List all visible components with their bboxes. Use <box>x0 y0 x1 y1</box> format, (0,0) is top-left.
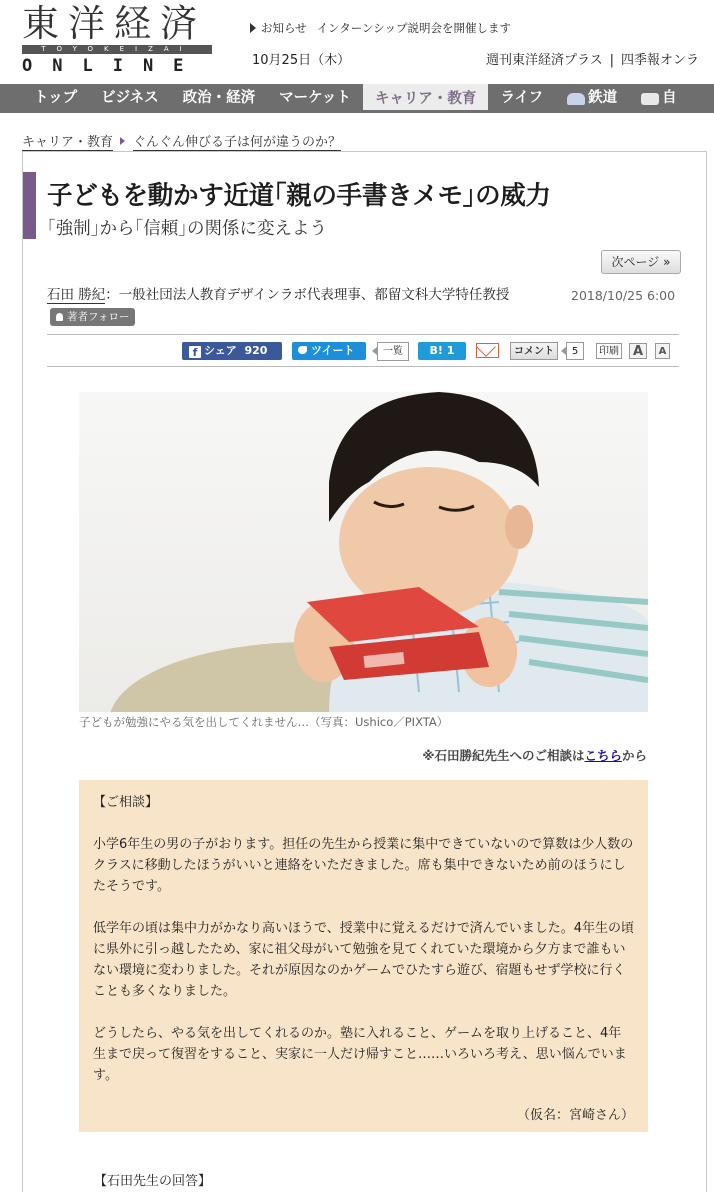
triangle-right-icon <box>250 23 256 33</box>
nav-item-life[interactable]: ライフ <box>500 90 544 106</box>
hatena-count: 1 <box>446 344 455 357</box>
breadcrumb-item-series[interactable]: ぐんぐん伸びる子は何が違うのか？ <box>133 135 342 150</box>
shikiho-link[interactable]: 四季報オンラ <box>621 53 700 68</box>
consultation-box <box>79 780 648 1132</box>
tweet-button[interactable] <box>292 342 366 360</box>
publish-date: 2018/10/25 6:00 <box>571 288 676 303</box>
article-title: 子どもを動かす近道｢親の手書きメモ｣の威力 <box>47 181 551 211</box>
logo-subtitle: TOYOKEIZAI <box>22 45 212 54</box>
nav-item-market[interactable]: マーケット <box>279 90 351 106</box>
answer-heading: 【石田先生の回答】 <box>94 1174 212 1189</box>
consultation-notice <box>422 746 647 764</box>
divider <box>47 366 679 367</box>
print-button[interactable]: 印刷 <box>596 343 622 359</box>
font-size-large-button[interactable]: A <box>629 343 647 359</box>
tweet-label: ツイート <box>311 344 355 357</box>
facebook-share-count: 920 <box>244 344 268 357</box>
author-follow-button[interactable] <box>50 308 135 326</box>
nav-item-career-education[interactable]: キャリア・教育 <box>363 84 489 110</box>
author-role: ：一般社団法人教育デザインラボ代表理事、都留文科大学特任教授 <box>105 287 510 303</box>
divider <box>47 334 679 335</box>
link-separator: | <box>609 53 615 68</box>
car-icon <box>641 93 659 105</box>
nav-auto-label: 自 <box>662 90 677 106</box>
author-line <box>47 284 552 328</box>
consultation-signature: （仮名：宮崎さん） <box>516 1108 634 1123</box>
author-name[interactable]: 石田 勝紀 <box>47 287 106 303</box>
main-nav <box>0 84 714 113</box>
mail-icon[interactable] <box>476 343 499 358</box>
facebook-share-label: シェア <box>204 344 237 357</box>
facebook-icon: f <box>189 346 201 358</box>
twitter-bird-icon <box>298 346 307 354</box>
header-date: 10月25日（木） <box>252 53 351 68</box>
train-icon <box>567 93 585 105</box>
consultation-paragraph: どうしたら、やる気を出してくれるのか。塾に入れること、ゲームを取り上げること、4年生まで戻って復習をすること、実家に一人だけ帰すこと……いろいろ考え、思い悩んでいます。 <box>93 1026 627 1083</box>
consultation-prefix: ※石田勝紀先生へのご相談は <box>422 748 585 763</box>
site-logo[interactable] <box>22 4 212 76</box>
hatena-bookmark-button[interactable] <box>418 342 466 360</box>
person-icon <box>56 313 63 321</box>
consultation-suffix: から <box>621 748 647 763</box>
logo-english: ONLINE <box>22 56 204 76</box>
follow-label: 著者フォロー <box>67 311 130 323</box>
notice-label: お知らせ <box>261 21 307 35</box>
nav-item-top[interactable]: トップ <box>34 90 78 106</box>
breadcrumb-arrow-icon <box>120 137 125 145</box>
article-subtitle: ｢強制｣から｢信頼｣の関係に変えよう <box>47 219 327 239</box>
boy-playing-handheld-game-image <box>79 392 648 712</box>
hatena-label: B! <box>429 344 443 357</box>
consultation-paragraph: 小学6年生の男の子がおります。担任の先生から授業に集中できていないので算数は少人数のクラスに移動したほうがいいと連絡をいただきました。席も集中できないため前のほうにしたそうです。 <box>93 837 634 894</box>
facebook-share-button[interactable] <box>182 342 282 360</box>
weekly-toyokeizai-link[interactable]: 週刊東洋経済プラス <box>486 53 603 68</box>
title-accent-bar <box>23 172 36 239</box>
header-links <box>486 49 699 68</box>
comment-count: 5 <box>566 342 584 360</box>
consultation-paragraph: 低学年の頃は集中力がかなり高いほうで、授業中に覚えるだけで済んでいました。4年生の頃に県外に引っ越したため、家に祖父母がいて勉強を見てくれていた環境から夕方まで誰もいない環境に変わりました。それが原因なのかゲームでひたすら遊び、宿題もせず学校に行くことも多くなりました。 <box>93 921 635 999</box>
site-header <box>0 0 714 84</box>
consultation-heading: 【ご相談】 <box>93 795 159 810</box>
breadcrumb <box>22 131 341 150</box>
consultation-link[interactable]: こちら <box>584 748 622 763</box>
font-size-small-button[interactable]: A <box>655 343 670 359</box>
nav-item-railway[interactable] <box>555 84 629 113</box>
breadcrumb-item-category[interactable]: キャリア・教育 <box>22 135 114 150</box>
nav-item-auto[interactable] <box>629 84 689 113</box>
logo-japanese: 東洋経済 <box>22 2 206 45</box>
next-page-button[interactable]: 次ページ » <box>601 250 681 274</box>
tweet-list-link[interactable]: 一覧 <box>377 342 409 361</box>
comment-button[interactable]: コメント <box>510 342 558 360</box>
photo-caption: 子どもが勉強にやる気を出してくれません…（写真：Ushico／PIXTA） <box>79 715 449 729</box>
nav-railway-label: 鉄道 <box>588 90 618 106</box>
nav-item-business[interactable]: ビジネス <box>101 90 159 106</box>
notice-text[interactable]: インターンシップ説明会を開催します <box>316 21 511 35</box>
notice-bar[interactable] <box>250 20 511 36</box>
article-photo <box>79 392 648 712</box>
nav-item-politics-economy[interactable]: 政治・経済 <box>182 90 256 106</box>
